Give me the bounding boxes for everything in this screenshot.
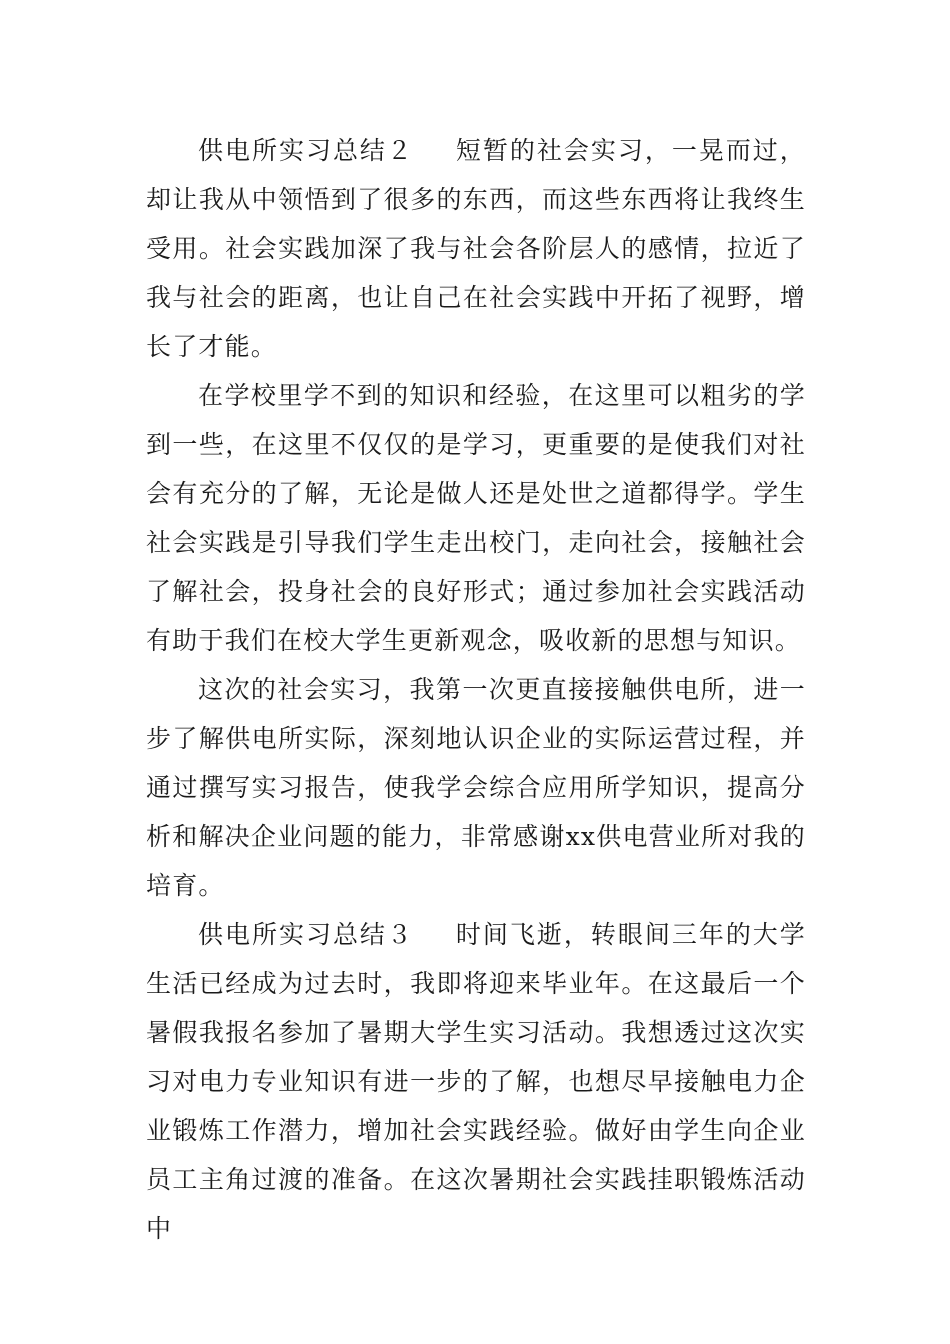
paragraph-text: 时间飞逝，转眼间三年的大学生活已经成为过去时，我即将迎来毕业年。在这最后一个暑假我报名参加了暑期大学生实习活动。我想透过这次实习对电力专业知识有进一步的了解，也想尽早接触电力企业锻炼工作潜力，增加社会实践经验。做好由学生向企业员工主角过渡的准备。在这次暑期社会实践挂职锻炼活动中 — [146, 920, 806, 1243]
paragraph-text: 在学校里学不到的知识和经验，在这里可以粗劣的学到一些，在这里不仅仅的是学习，更重要的是使我们对社会有充分的了解，无论是做人还是处世之道都得学。学生社会实践是引导我们学生走出校门，走向社会，接触社会了解社会，投身社会的良好形式；通过参加社会实践活动有助于我们在校大学生更新观念，吸收新的思想与知识。 — [146, 381, 806, 655]
section-heading-2: 供电所实习总结２ — [198, 136, 414, 165]
paragraph-text: 这次的社会实习，我第一次更直接接触供电所，进一步了解供电所实际，深刻地认识企业的实际运营过程，并通过撰写实习报告，使我学会综合应用所学知识，提高分析和解决企业问题的能力，非常感谢xx供电营业所对我的培育。 — [146, 675, 806, 900]
paragraph-text: 短暂的社会实习，一晃而过，却让我从中领悟到了很多的东西，而这些东西将让我终生受用。社会实践加深了我与社会各阶层人的感情，拉近了我与社会的距离，也让自己在社会实践中开拓了视野，增长了才能。 — [146, 136, 806, 361]
section-heading-3: 供电所实习总结３ — [198, 920, 414, 949]
paragraph-3 — [146, 665, 806, 910]
paragraph-1 — [146, 126, 806, 371]
paragraph-2 — [146, 371, 806, 665]
paragraph-4 — [146, 910, 806, 1253]
document-body — [146, 126, 806, 1253]
